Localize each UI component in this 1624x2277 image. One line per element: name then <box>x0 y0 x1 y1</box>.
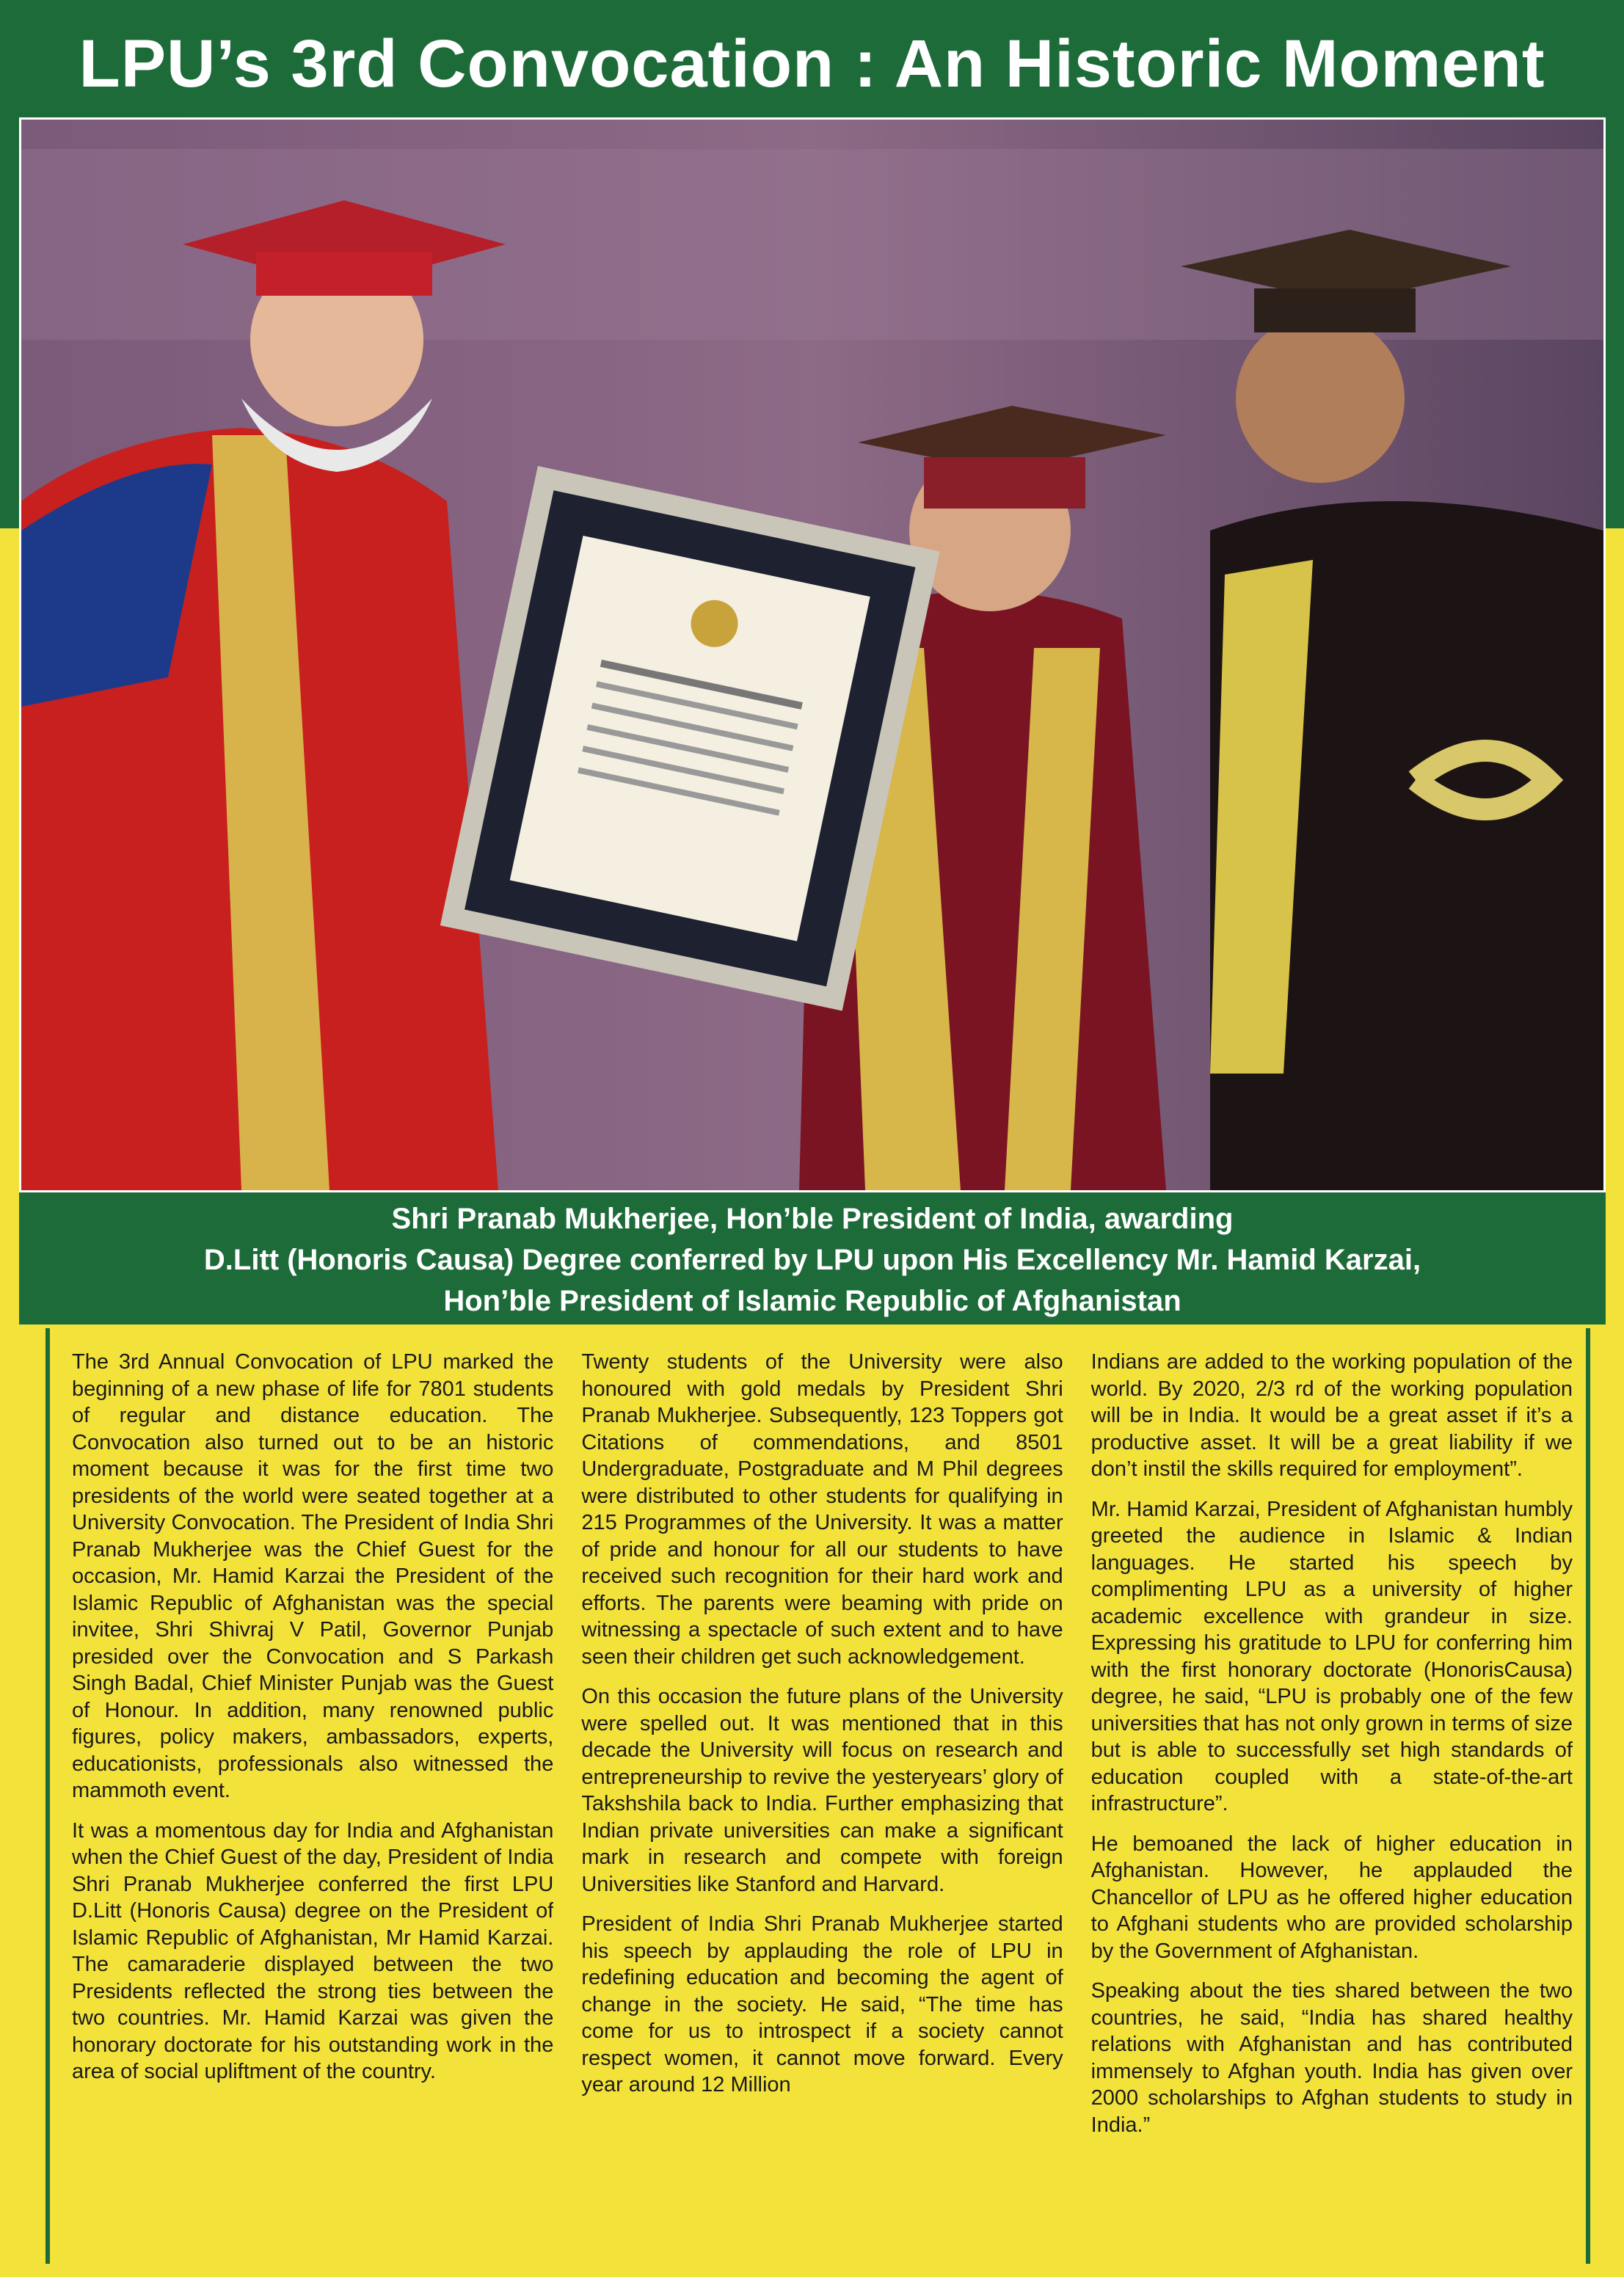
caption-line-1: Shri Pranab Mukherjee, Hon’ble President of India, awarding <box>391 1203 1234 1235</box>
caption-line-3: Hon’ble President of Islamic Republic of Afghanistan <box>443 1285 1181 1317</box>
article-column-3 <box>1091 1349 1573 2264</box>
convocation-photo <box>19 117 1606 1192</box>
article-column-1 <box>72 1349 553 2264</box>
paragraph: On this occasion the future plans of the University were spelled out. It was mentioned that in this decade the University will focus on research and entrepreneurship to revive the yesteryears’ glory of Takshshila back to India. Further emphasizing that Indian private universities can make a significant mark in research and compete with foreign Universities like Stanford and Harvard. <box>581 1685 1063 1896</box>
paragraph: President of India Shri Pranab Mukherjee started his speech by applauding the role of LPU in redefining education and becoming the agent of change in the society. He said, “The time has come for us to introspect if a society cannot respect women, it cannot move forward. Every year around 12 Million <box>581 1912 1063 2096</box>
caption-line-2: D.Litt (Honoris Causa) Degree conferred by LPU upon His Excellency Mr. Hamid Karzai, <box>203 1244 1421 1276</box>
article-body <box>45 1328 1590 2264</box>
paragraph: He bemoaned the lack of higher education in Afghanistan. However, he applauded the Chancellor of LPU as he offered higher education to Afghani students who are provided scholarship by the Government of Afghanistan. <box>1090 1832 1573 1963</box>
paragraph: Mr. Hamid Karzai, President of Afghanistan humbly greeted the audience in Islamic & Indian languages. He started his speech by complimenting LPU as a university of higher academic excellence with grandeur in size. Expressing his gratitude to LPU for conferring him with the first honorary doctorate (HonorisCausa) degree, he said, “LPU is probably one of the few universities that has not only grown in terms of size but is able to successfully set high standards of education coupled with a state-of-the-art infrastructure”. <box>1090 1497 1573 1815</box>
photo-caption <box>19 1192 1606 1325</box>
page-title: LPU’s 3rd Convocation : An Historic Moment <box>79 26 1545 101</box>
paragraph: It was a momentous day for India and Afghanistan when the Chief Guest of the day, President of India Shri Pranab Mukherjee conferred the first LPU D.Litt (Honoris Causa) degree on the President of Islamic Republic of Afghanistan, Mr Hamid Karzai. The camaraderie displayed between the two Presidents reflected the strong ties between the two countries. Mr. Hamid Karzai was given the honorary doctorate for his outstanding work in the area of social upliftment of the country. <box>72 1818 554 2083</box>
paragraph: Twenty students of the University were also honoured with gold medals by President Shri Pranab Mukherjee. Subsequently, 123 Toppers got Citations of commendations, and 8501 Undergraduate, Postgraduate and M Phil degrees were distributed to other students for qualifying in 215 Programmes of the University. It was a matter of pride and honour for all our students to have received such recognition for their hard work and efforts. The parents were beaming with pride on witnessing a spectacle of such extent and to have seen their children get such acknowledgement. <box>581 1350 1063 1669</box>
paragraph: Indians are added to the working population of the world. By 2020, 2/3 rd of the working population will be in India. It would be a great asset if it’s a productive asset. It will be a great liability if we don’t instil the skills required for employment”. <box>1090 1350 1573 1481</box>
article-column-2 <box>581 1349 1063 2264</box>
paragraph: Speaking about the ties shared between the two countries, he said, “India has shared healthy relations with Afghanistan and has contributed immensely to Afghan youth. India has given over 2000 scholarships to Afghan students to study in India.” <box>1090 1979 1573 2137</box>
paragraph: The 3rd Annual Convocation of LPU marked the beginning of a new phase of life for 7801 students of regular and distance education. The Convocation also turned out to be an historic moment because it was for the first time two presidents of the world were seated together at a University Convocation. The President of India Shri Pranab Mukherjee was the Chief Guest for the occasion, Mr. Hamid Karzai the President of the Islamic Republic of Afghanistan was the special invitee, Shri Shivraj V Patil, Governor Punjab presided over the Convocation and S Parkash Singh Badal, Chief Minister Punjab was the Guest of Honour. In addition, many renowned public figures, policy makers, ambassadors, experts, educationists, professionals also witnessed the mammoth event. <box>72 1350 554 1802</box>
